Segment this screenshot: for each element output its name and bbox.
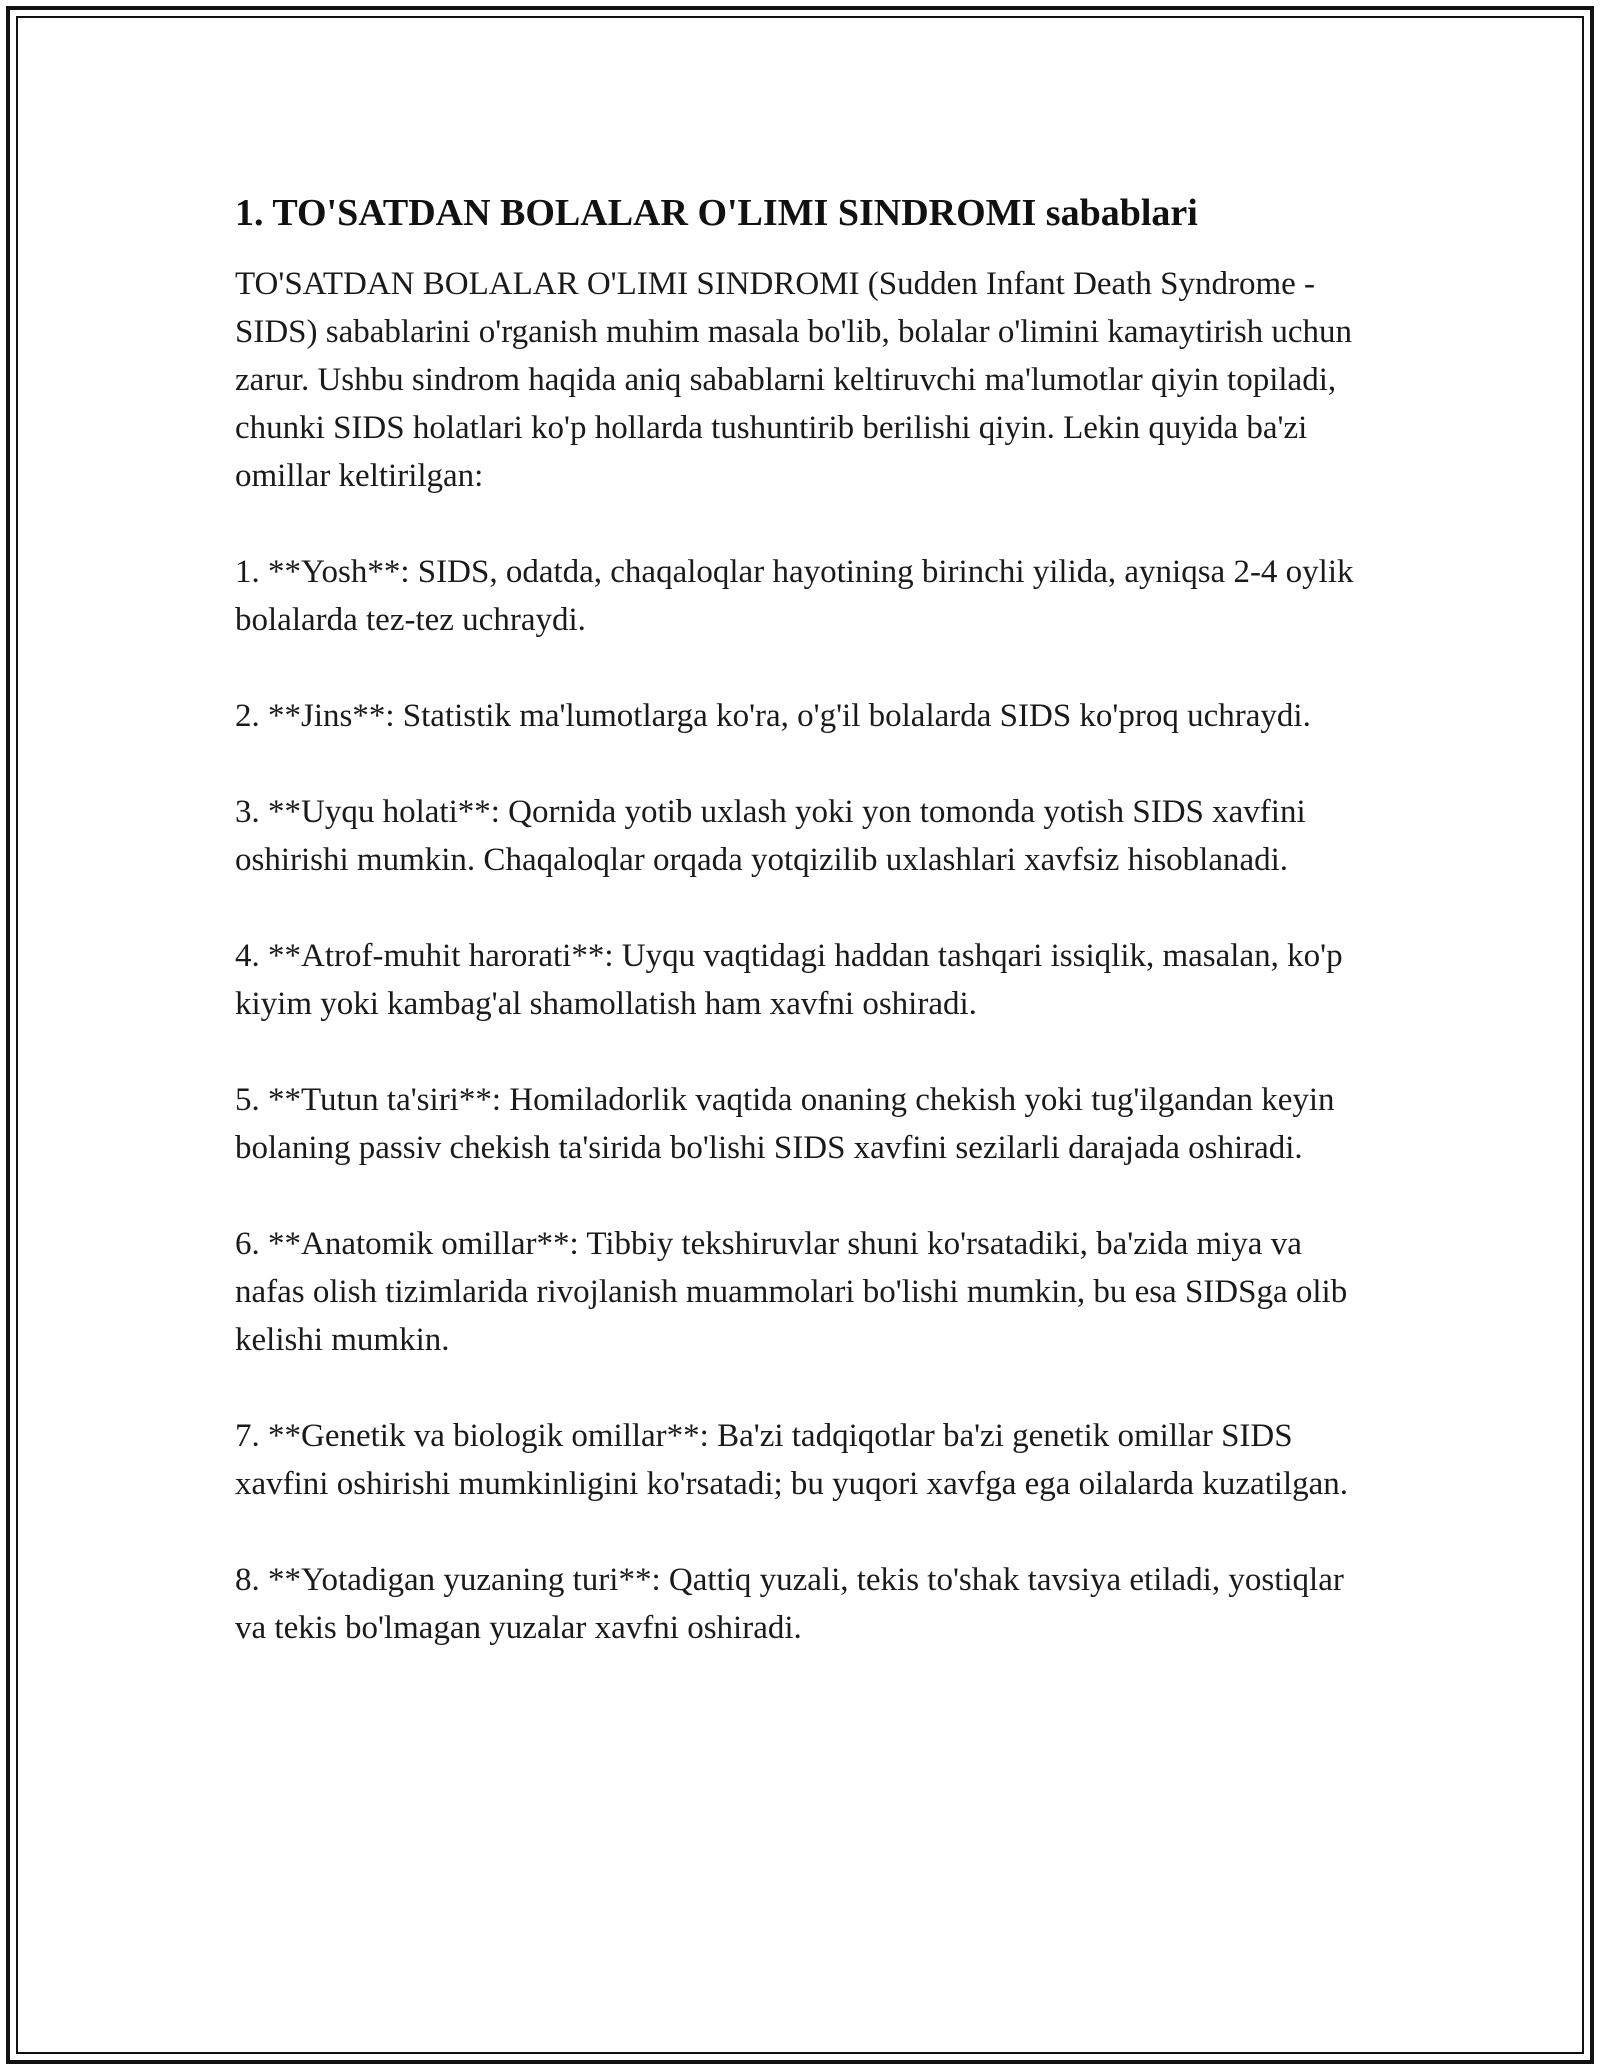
list-item: 1. **Yosh**: SIDS, odatda, chaqaloqlar hayotining birinchi yilida, ayniqsa 2-4 oylik bolalarda tez-tez uchraydi. (235, 554, 1354, 638)
list-item: 2. **Jins**: Statistik ma'lumotlarga ko'ra, o'g'il bolalarda SIDS ko'proq uchraydi. (235, 698, 1311, 734)
list-item: 5. **Tutun ta'siri**: Homiladorlik vaqtida onaning chekish yoki tug'ilgandan keyin bolaning passiv chekish ta'sirida bo'lishi SIDS xavfini sezilarli darajada oshiradi. (235, 1082, 1335, 1166)
list-item: 3. **Uyqu holati**: Qornida yotib uxlash yoki yon tomonda yotish SIDS xavfini oshirishi mumkin. Chaqaloqlar orqada yotqizilib uxlashlari xavfsiz hisoblanadi. (235, 794, 1306, 878)
list-item: 6. **Anatomik omillar**: Tibbiy tekshiruvlar shuni ko'rsatadiki, ba'zida miya va nafas olish tizimlarida rivojlanish muammolari bo'lishi mumkin, bu esa SIDSga olib kelishi mumkin. (235, 1226, 1348, 1358)
list-item: 8. **Yotadigan yuzaning turi**: Qattiq yuzali, tekis to'shak tavsiya etiladi, yostiqlar va tekis bo'lmagan yuzalar xavfni oshiradi. (235, 1562, 1344, 1646)
list-item: 7. **Genetik va biologik omillar**: Ba'zi tadqiqotlar ba'zi genetik omillar SIDS xavfini oshirishi mumkinligini ko'rsatadi; bu yuqori xavfga ega oilalarda kuzatilgan. (235, 1418, 1349, 1502)
list-item: 4. **Atrof-muhit harorati**: Uyqu vaqtidagi haddan tashqari issiqlik, masalan, ko'p kiyim yoki kambag'al shamollatish ham xavfni oshiradi. (235, 938, 1343, 1022)
document-title: 1. TO'SATDAN BOLALAR O'LIMI SINDROMI sabablari (235, 192, 1198, 234)
document-body (235, 188, 1355, 1700)
intro-paragraph: TO'SATDAN BOLALAR O'LIMI SINDROMI (Sudden Infant Death Syndrome - SIDS) sabablarini o'rganish muhim masala bo'lib, bolalar o'limini kamaytirish uchun zarur. Ushbu sindrom haqida aniq sabablarni keltiruvchi ma'lumotlar qiyin topiladi, chunki SIDS holatlari ko'p hollarda tushuntirib berilishi qiyin. Lekin quyida ba'zi omillar keltirilgan: (235, 266, 1353, 494)
